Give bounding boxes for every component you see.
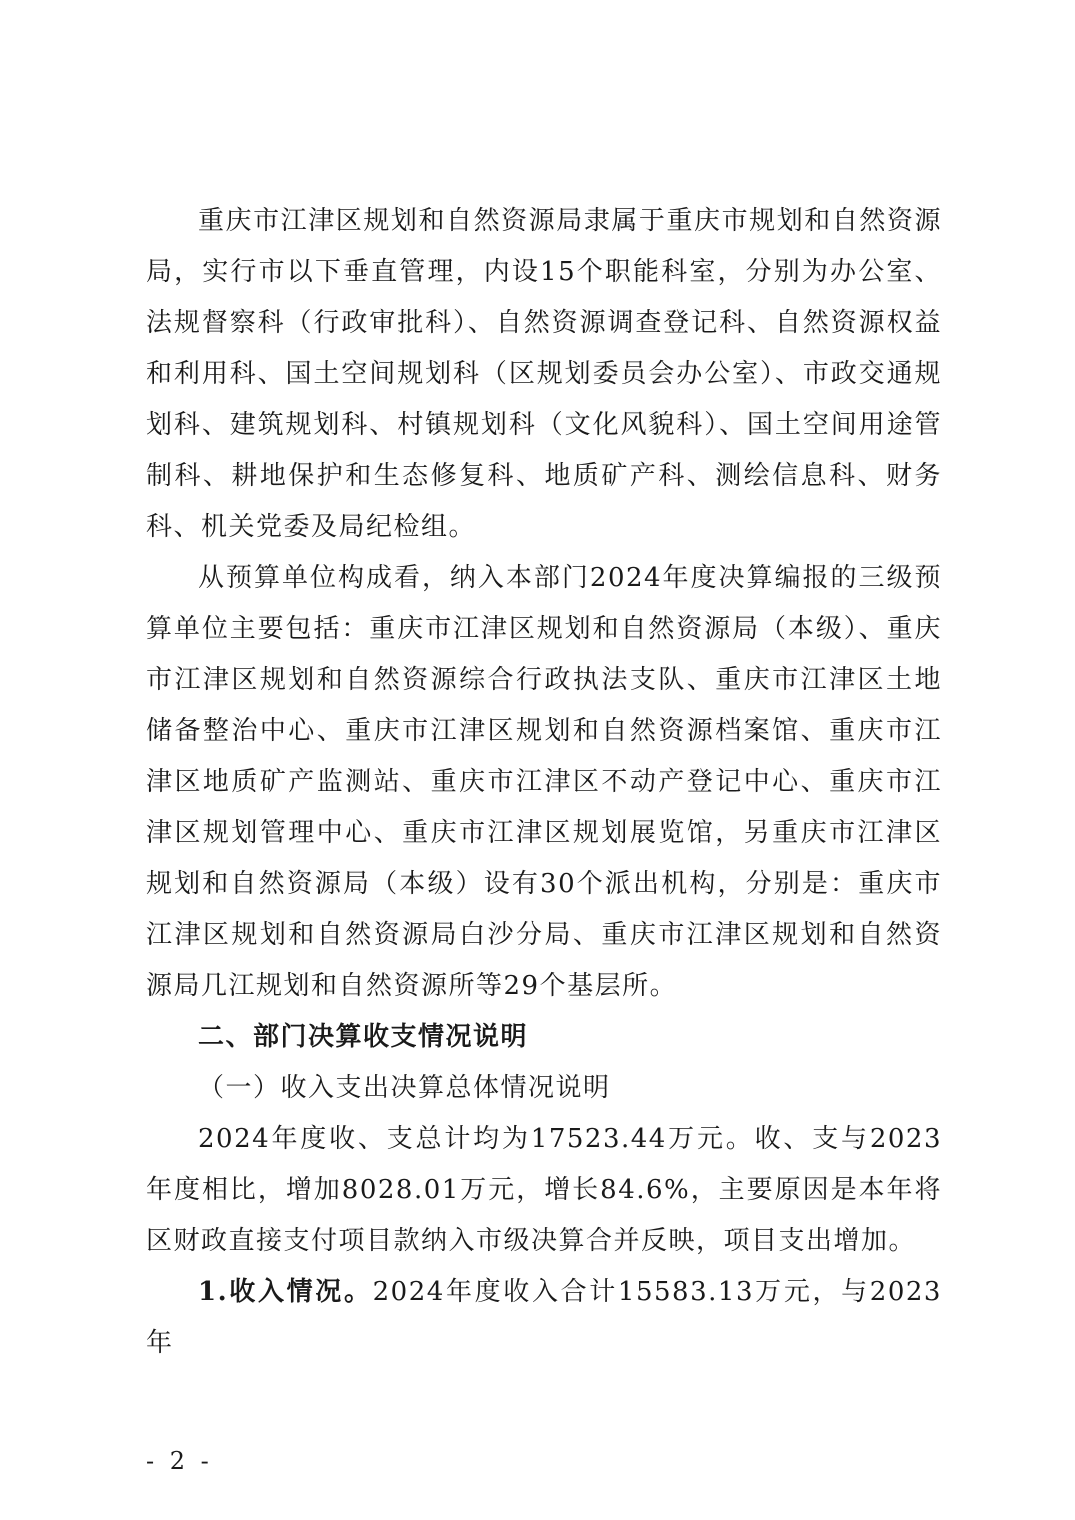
page-number: - 2 - <box>146 1447 213 1475</box>
section-heading: 二、部门决算收支情况说明 <box>198 1022 529 1052</box>
income-text: 2024年度收入合计15583.13万元，与2023年 <box>146 1277 942 1358</box>
document-body <box>146 196 942 1369</box>
subsection-heading: （一）收入支出决算总体情况说明 <box>198 1073 611 1103</box>
paragraph-totals: 2024年度收、支总计均为17523.44万元。收、支与2023年度相比，增加8028.01万元，增长84.6%，主要原因是本年将区财政直接支付项目款纳入市级决算合并反映，项目支出增加。 <box>146 1124 942 1256</box>
paragraph-income <box>146 1267 942 1369</box>
paragraph-budget-units: 从预算单位构成看，纳入本部门2024年度决算编报的三级预算单位主要包括：重庆市江津区规划和自然资源局（本级）、重庆市江津区规划和自然资源综合行政执法支队、重庆市江津区土地储备整治中心、重庆市江津区规划和自然资源档案馆、重庆市江津区地质矿产监测站、重庆市江津区不动产登记中心、重庆市江津区规划管理中心、重庆市江津区规划展览馆，另重庆市江津区规划和自然资源局（本级）设有30个派出机构，分别是：重庆市江津区规划和自然资源局白沙分局、重庆市江津区规划和自然资源局几江规划和自然资源所等29个基层所。 <box>146 563 942 1001</box>
paragraph-organization: 重庆市江津区规划和自然资源局隶属于重庆市规划和自然资源局，实行市以下垂直管理，内设15个职能科室，分别为办公室、法规督察科（行政审批科）、自然资源调查登记科、自然资源权益和利用科、国土空间规划科（区规划委员会办公室）、市政交通规划科、建筑规划科、村镇规划科（文化风貌科）、国土空间用途管制科、耕地保护和生态修复科、地质矿产科、测绘信息科、财务科、机关党委及局纪检组。 <box>146 206 942 542</box>
income-lead: 1.收入情况。 <box>198 1277 373 1307</box>
